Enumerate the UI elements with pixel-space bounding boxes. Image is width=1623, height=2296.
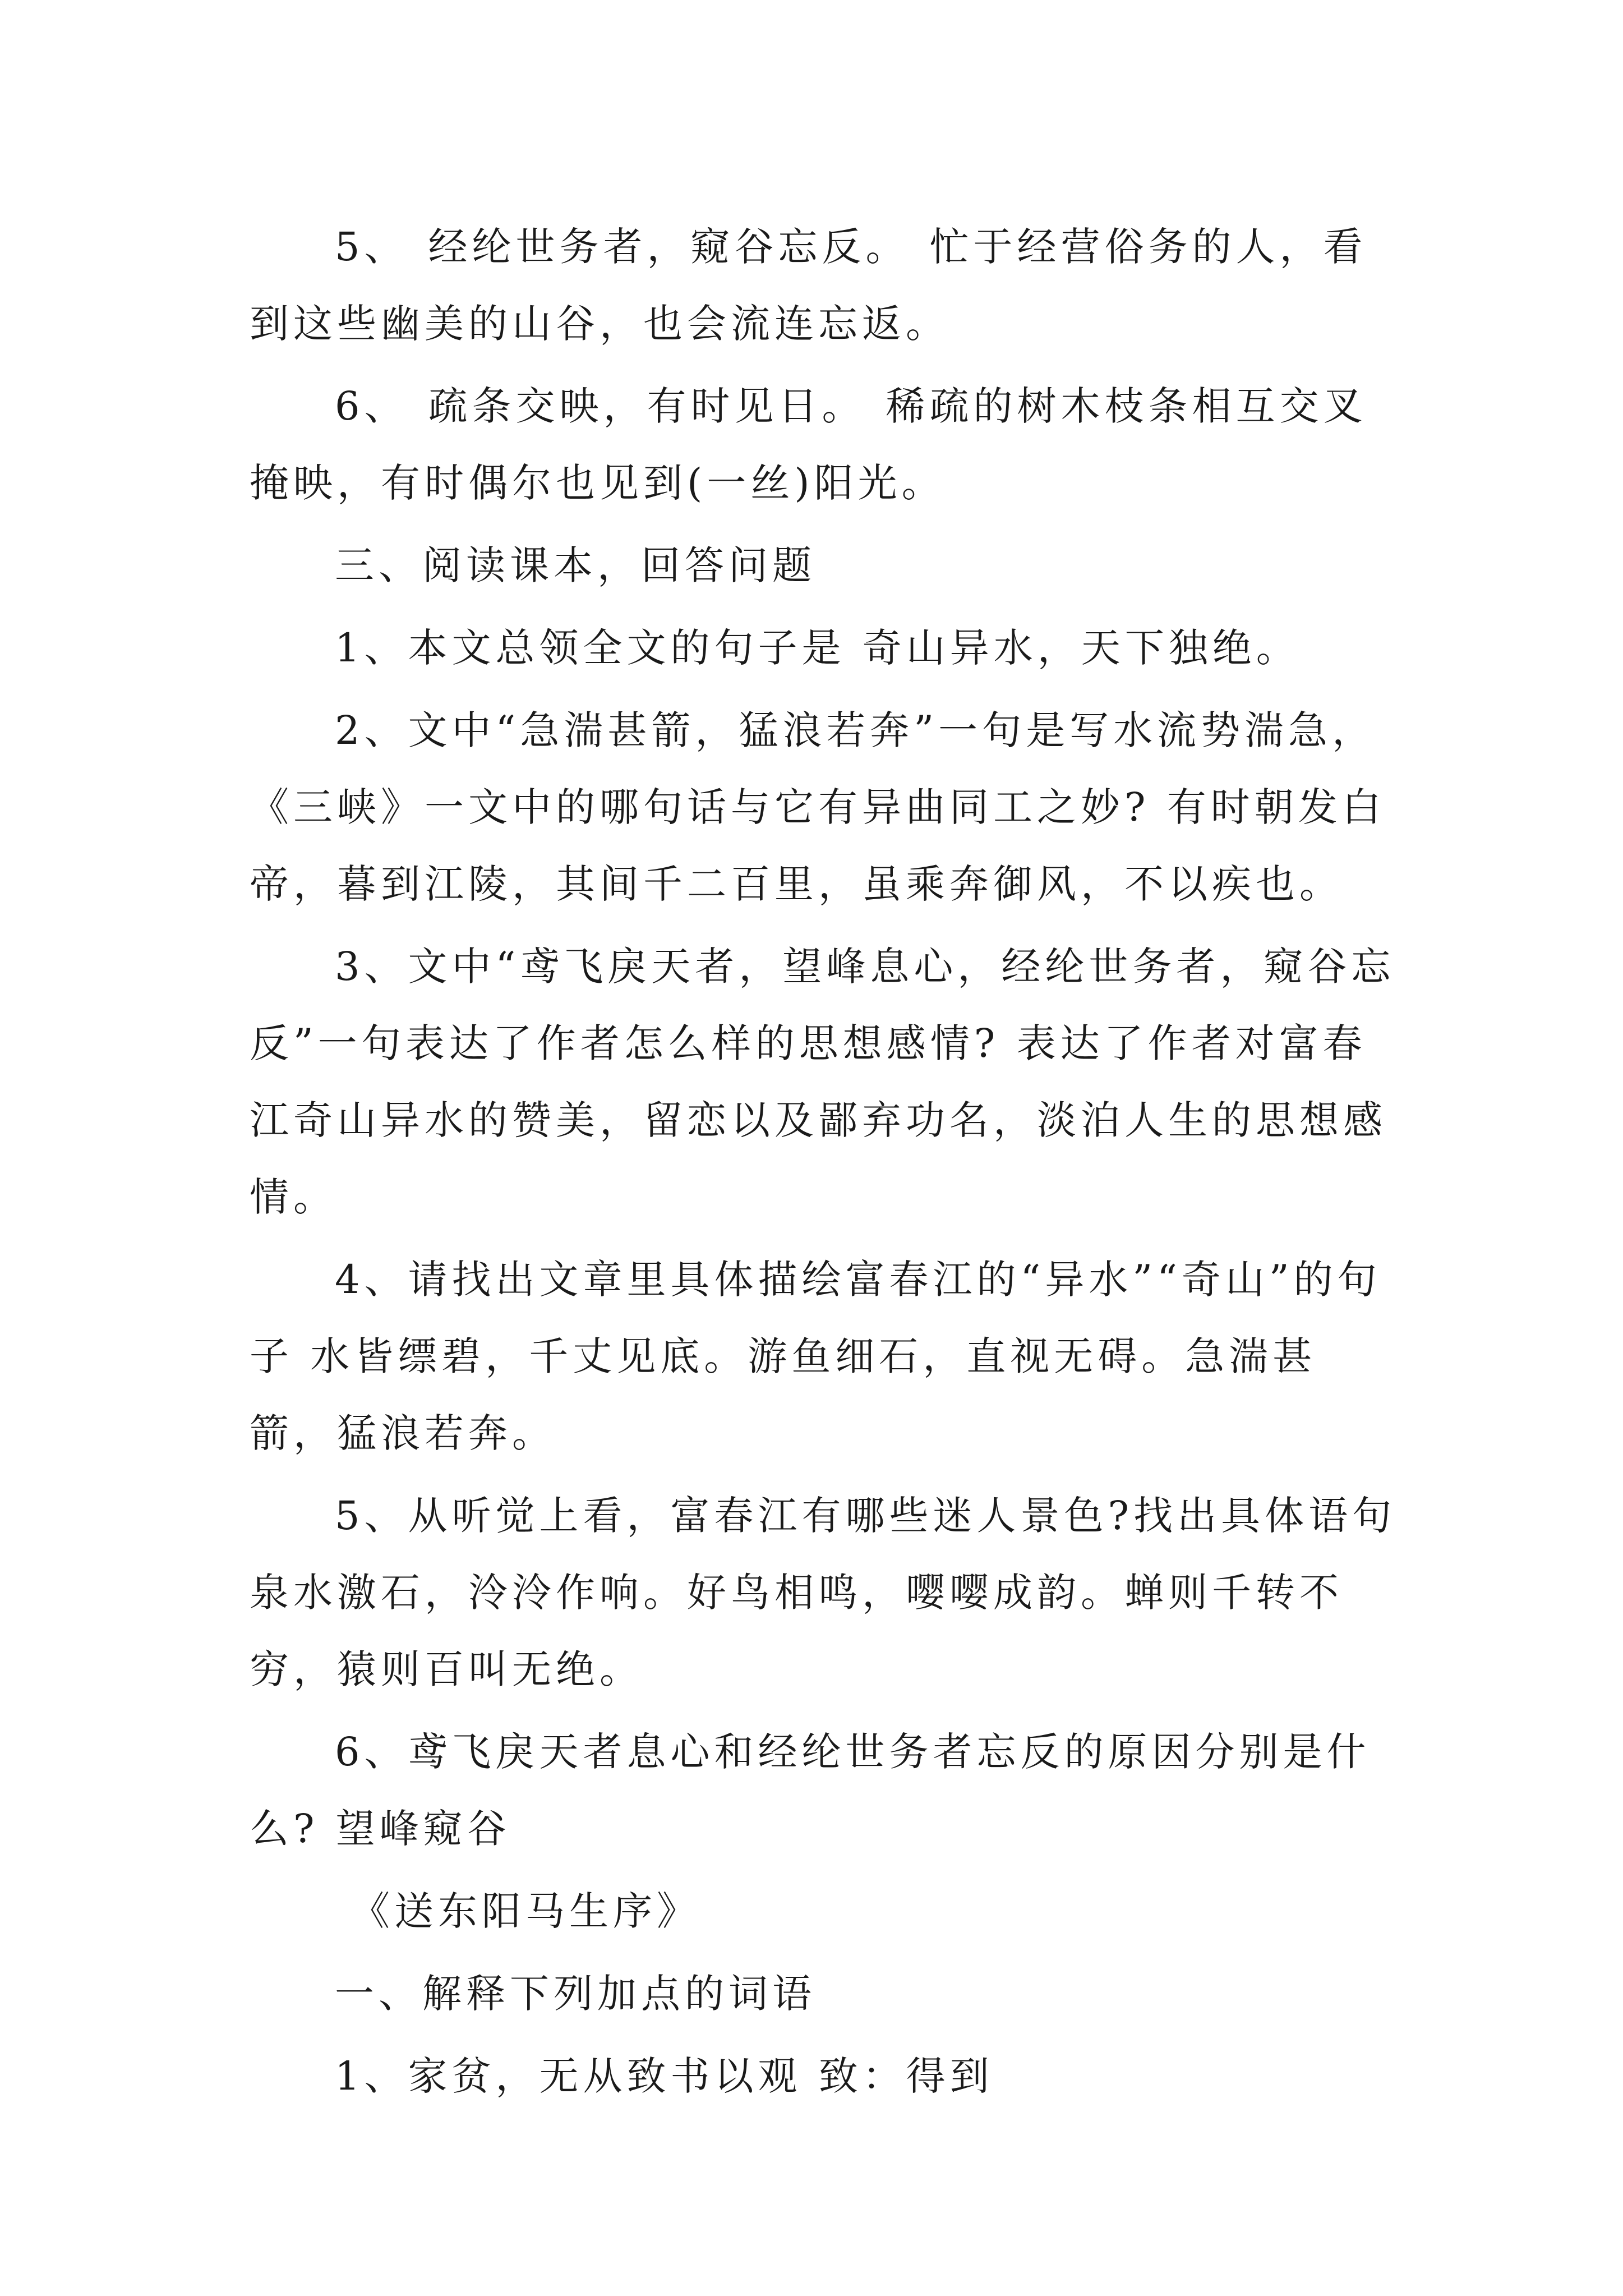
section-heading: 一、解释下列加点的词语 xyxy=(335,1971,816,2017)
question-item: 4、请找出文章里具体描绘富春江的“异水”“奇山”的句子 水皆缥碧，千丈见底。游鱼细石，直视无碍。急湍甚箭，猛浪若奔。 xyxy=(250,1257,1381,1456)
source-sentence: 疏条交映，有时见日。 xyxy=(428,383,866,429)
question-item: 6、鸢飞戾天者息心和经纶世务者忘反的原因分别是什么? 望峰窥谷 xyxy=(250,1729,1371,1852)
paragraph-item-6 xyxy=(250,368,1399,522)
question-item: 5、从听觉上看，富春江有哪些迷人景色?找出具体语句 泉水激石，泠泠作响。好鸟相鸣，嘤嘤成韵。蝉则千转不穷，猿则百叫无绝。 xyxy=(250,1493,1396,1692)
item-number: 6、 xyxy=(335,383,408,429)
question-item: 3、文中“鸢飞戾天者，望峰息心，经纶世务者，窥谷忘反”一句表达了作者怎么样的思想感情? 表达了作者对富春江奇山异水的赞美，留恋以及鄙弃功名，淡泊人生的思想感情。 xyxy=(250,944,1395,1220)
vocab-item: 1、家贫，无从致书以观 致：得到 xyxy=(335,2053,994,2099)
section-heading: 三、阅读课本，回答问题 xyxy=(335,542,816,588)
text-title: 《送东阳马生序》 xyxy=(351,1888,700,1934)
explanation: 忙于经营俗务的人，看到这些幽美的山谷，也会流连忘返。 xyxy=(250,224,1367,347)
source-sentence: 经纶世务者，窥谷忘反。 xyxy=(428,224,910,270)
explanation: 稀疏的树木枝条相互交叉掩映，有时偶尔也见到(一丝)阳光。 xyxy=(250,383,1367,506)
paragraph-item-5 xyxy=(250,209,1399,362)
item-number: 5、 xyxy=(335,224,408,270)
question-item: 1、本文总领全文的句子是 奇山异水，天下独绝。 xyxy=(335,625,1300,671)
question-item: 2、文中“急湍甚箭，猛浪若奔”一句是写水流势湍急，《三峡》一文中的哪句话与它有异曲同工之妙? 有时朝发白帝，暮到江陵，其间千二百里，虽乘奔御风，不以疾也。 xyxy=(250,707,1386,907)
